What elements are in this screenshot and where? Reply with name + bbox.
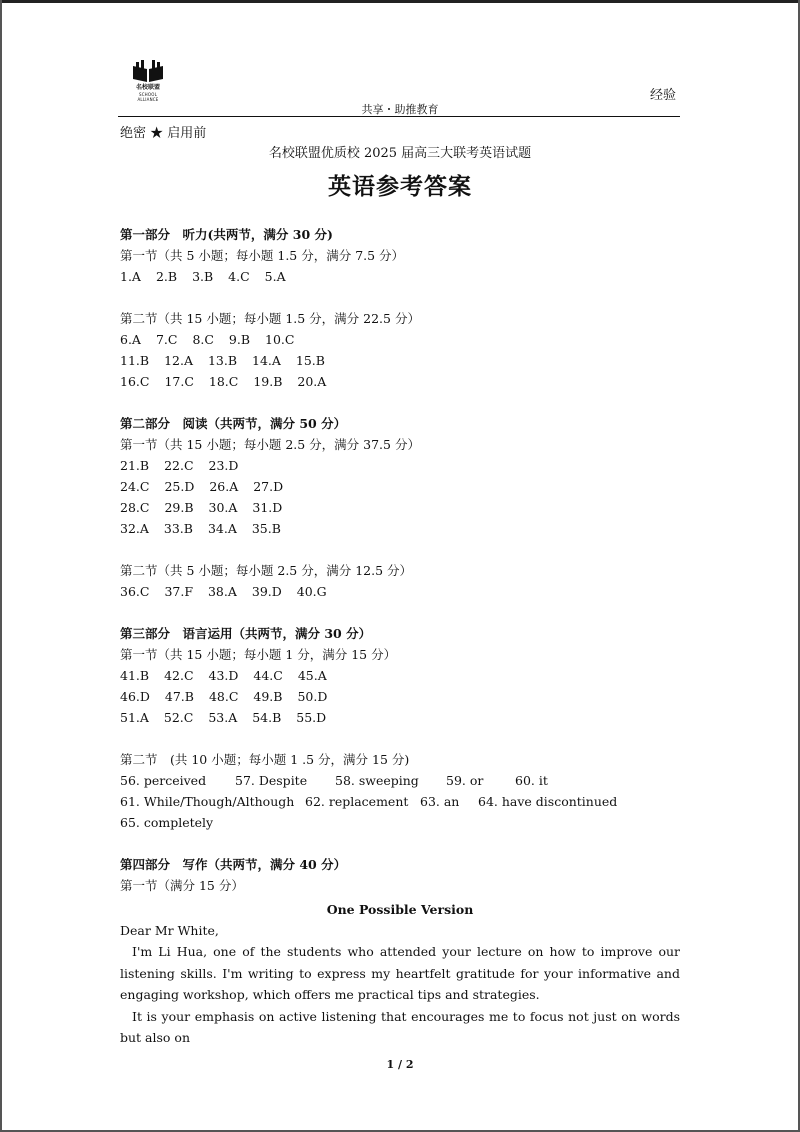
answer-item: 46.D — [120, 689, 150, 704]
answer-item: 36.C — [120, 584, 150, 599]
part2-heading: 第二部分 阅读（共两节，满分 50 分） — [120, 416, 347, 431]
answer-item: 19.B — [253, 374, 283, 389]
answer-item: 29.B — [164, 500, 194, 515]
answer-item: 2.B — [155, 269, 178, 284]
answer-item: 35.B — [251, 521, 281, 536]
school-alliance-logo — [128, 60, 168, 102]
cloze-answer: 59. or — [446, 773, 484, 788]
answer-item: 7.C — [155, 332, 178, 347]
header-right-text: 经验 — [650, 88, 677, 103]
answer-item: 3.B — [192, 269, 214, 284]
answer-content — [120, 224, 680, 1049]
answer-item: 13.B — [207, 353, 238, 368]
answer-item: 17.C — [164, 374, 194, 389]
answer-row — [120, 455, 680, 476]
part1-sec1-heading: 第一节（共 5 小题；每小题 1.5 分，满分 7.5 分） — [120, 248, 405, 263]
cloze-answer: 56. perceived — [120, 773, 207, 788]
answer-item: 39.D — [251, 584, 282, 599]
cloze-answer: 64. have discontinued — [478, 794, 618, 809]
part2-sec1-heading: 第一节（共 15 小题；每小题 2.5 分，满分 37.5 分） — [120, 437, 420, 452]
answer-row — [120, 518, 680, 539]
open-book-icon — [131, 60, 165, 84]
answer-item: 31.D — [252, 500, 283, 515]
answer-item: 54.B — [252, 710, 282, 725]
answer-row — [120, 476, 680, 497]
letter-paragraph: It is your emphasis on active listening that encourages me to focus not just on words but also on — [120, 1008, 680, 1045]
cloze-row — [120, 770, 680, 791]
answer-item: 25.D — [164, 479, 195, 494]
header-rule — [118, 116, 680, 117]
answer-item: 11.B — [120, 353, 150, 368]
answer-item: 42.C — [164, 668, 194, 683]
answer-item: 44.C — [253, 668, 283, 683]
part4-sec1-heading: 第一节（满分 15 分） — [120, 878, 244, 893]
answer-item: 24.C — [120, 479, 150, 494]
cloze-row — [120, 812, 680, 833]
answer-item: 52.C — [163, 710, 194, 725]
doc-title: 英语参考答案 — [328, 173, 472, 200]
answer-item: 26.A — [209, 479, 239, 494]
header-center-text: 共享・助推教育 — [361, 103, 439, 116]
answer-item: 30.A — [208, 500, 238, 515]
confidential-label: 绝密 ★ 启用前 — [120, 126, 207, 141]
answer-item: 20.A — [297, 374, 327, 389]
answer-item: 43.D — [208, 668, 239, 683]
answer-item: 53.A — [208, 710, 238, 725]
answer-item: 10.C — [265, 332, 295, 347]
part1-heading: 第一部分 听力(共两节，满分 30 分) — [120, 227, 333, 242]
answer-item: 23.D — [208, 458, 239, 473]
answer-item: 15.B — [295, 353, 325, 368]
answer-item: 18.C — [208, 374, 239, 389]
answer-row — [120, 497, 680, 518]
cloze-row — [120, 791, 680, 812]
answer-row — [120, 329, 680, 350]
answer-row — [120, 665, 680, 686]
answer-item: 27.D — [253, 479, 284, 494]
part4-heading: 第四部分 写作（共两节，满分 40 分） — [120, 857, 347, 872]
answer-item: 37.F — [164, 584, 193, 599]
answer-item: 16.C — [120, 374, 150, 389]
cloze-answer: 57. Despite — [235, 773, 308, 788]
part2-sec2-heading: 第二节（共 5 小题；每小题 2.5 分，满分 12.5 分） — [120, 563, 413, 578]
answer-item: 49.B — [253, 689, 283, 704]
cloze-answer: 60. it — [515, 773, 548, 788]
cloze-answer: 62. replacement — [305, 794, 409, 809]
part3-sec2-heading: 第二节 (共 10 小题；每小题 1 .5 分，满分 15 分) — [120, 752, 410, 767]
answer-item: 38.A — [207, 584, 237, 599]
answer-row — [120, 371, 680, 392]
version-title: One Possible Version — [326, 902, 474, 917]
cloze-answer: 58. sweeping — [335, 773, 419, 788]
answer-item: 41.B — [120, 668, 150, 683]
cloze-answer: 65. completely — [120, 815, 214, 830]
cloze-answer: 61. While/Though/Although — [120, 794, 295, 809]
exam-title: 名校联盟优质校 2025 届高三大联考英语试题 — [268, 146, 532, 161]
part1-sec2-heading: 第二节（共 15 小题；每小题 1.5 分，满分 22.5 分） — [120, 311, 420, 326]
part3-heading: 第三部分 语言运用（共两节，满分 30 分） — [120, 626, 372, 641]
answer-item: 14.A — [252, 353, 281, 368]
answer-item: 50.D — [297, 689, 328, 704]
cloze-answer: 63. an — [420, 794, 460, 809]
answer-item: 40.G — [296, 584, 327, 599]
answer-item: 28.C — [120, 500, 150, 515]
answer-item: 6.A — [120, 332, 141, 347]
answer-row — [120, 581, 680, 602]
answer-item: 9.B — [228, 332, 251, 347]
answer-item: 12.A — [164, 353, 193, 368]
answer-item: 55.D — [296, 710, 327, 725]
answer-row — [120, 707, 680, 728]
logo-text: 名校联盟 — [135, 84, 160, 91]
answer-item: 4.C — [228, 269, 250, 284]
answer-item: 32.A — [120, 521, 149, 536]
answer-item: 45.A — [297, 668, 327, 683]
answer-item: 33.B — [163, 521, 193, 536]
answer-item: 34.A — [207, 521, 237, 536]
answer-item: 22.C — [164, 458, 194, 473]
answer-item: 21.B — [120, 458, 150, 473]
page-number: 1 / 2 — [386, 1058, 414, 1071]
letter-paragraph: I'm Li Hua, one of the students who attended your lecture on how to improve our listening skills. I'm writing to express my heartfelt gratitude for your informative and engaging workshop, which offers me practical tips and strategies. — [120, 944, 680, 1002]
answer-item: 1.A — [120, 269, 141, 284]
letter-salutation: Dear Mr White, — [120, 923, 219, 938]
answer-item: 48.C — [208, 689, 239, 704]
answer-item: 5.A — [264, 269, 286, 284]
page-border-top — [0, 0, 800, 3]
answer-row — [120, 266, 680, 287]
answer-item: 47.B — [164, 689, 194, 704]
answer-item: 51.A — [120, 710, 149, 725]
answer-row — [120, 686, 680, 707]
logo-subtext: SCHOOL ALLIANCE — [137, 92, 159, 102]
answer-item: 8.C — [192, 332, 214, 347]
answer-row — [120, 350, 680, 371]
part3-sec1-heading: 第一节（共 15 小题；每小题 1 分，满分 15 分） — [120, 647, 397, 662]
